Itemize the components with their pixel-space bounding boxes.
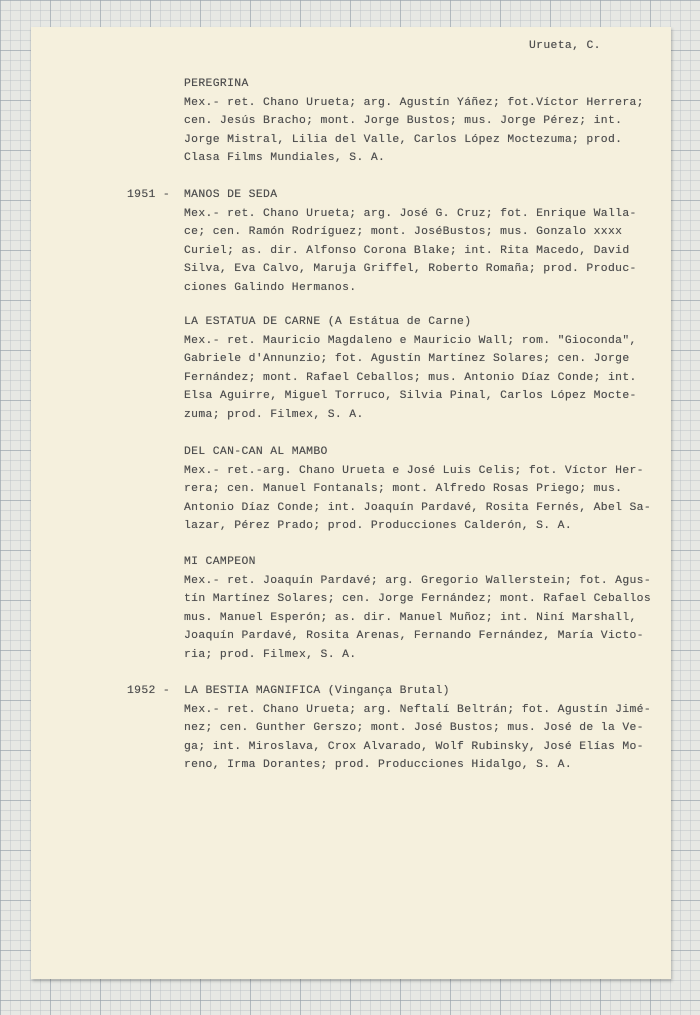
credit-line: cen. Jesús Bracho; mont. Jorge Bustos; mus. Jorge Pérez; int. <box>184 115 623 127</box>
credit-line: Clasa Films Mundiales, S. A. <box>184 152 386 164</box>
credit-line: Mex.- ret. Chano Urueta; arg. Agustín Yáñez; fot.Víctor Herrera; <box>184 96 644 109</box>
film-credits <box>184 205 668 298</box>
credit-line: Mex.- ret. Chano Urueta; arg. Neftalí Beltrán; fot. Agustín Jimé- <box>184 703 652 716</box>
film-entry <box>184 443 668 536</box>
card-header: Urueta, C. <box>529 40 601 52</box>
credit-line: ga; int. Miroslava, Crox Alvarado, Wolf Rubinsky, José Elías Mo- <box>184 740 644 753</box>
film-entry <box>184 313 668 424</box>
film-credits <box>184 462 668 536</box>
credit-line: Antonio Díaz Conde; int. Joaquín Pardavé, Rosita Fernés, Abel Sa- <box>184 501 652 514</box>
credit-line: Fernández; mont. Rafael Ceballos; mus. Antonio Díaz Conde; int. <box>184 371 637 384</box>
credit-line: ciones Galindo Hermanos. <box>184 281 357 294</box>
film-credits <box>184 332 668 425</box>
film-entry <box>127 682 668 775</box>
credit-line: Mex.- ret. Mauricio Magdaleno e Mauricio Wall; rom. "Gioconda", <box>184 334 637 347</box>
film-credits <box>184 572 668 665</box>
film-title: DEL CAN-CAN AL MAMBO <box>184 446 328 458</box>
film-entry <box>184 553 668 664</box>
credit-line: zuma; prod. Filmex, S. A. <box>184 408 364 421</box>
credit-line: Gabriele d'Annunzio; fot. Agustín Martínez Solares; cen. Jorge <box>184 353 630 365</box>
film-title: LA BESTIA MAGNIFICA (Vingança Brutal) <box>184 685 450 697</box>
film-year: 1951 - <box>127 189 171 201</box>
credit-line: rera; cen. Manuel Fontanals; mont. Alfredo Rosas Priego; mus. <box>184 483 623 495</box>
credit-line: Jorge Mistral, Lilia del Valle, Carlos López Moctezuma; prod. <box>184 133 623 146</box>
film-credits <box>184 701 668 775</box>
credit-line: nez; cen. Gunther Gerszo; mont. José Bustos; mus. José de la Ve- <box>184 722 644 734</box>
credit-line: Mex.- ret. Chano Urueta; arg. José G. Cruz; fot. Enrique Walla- <box>184 207 637 220</box>
credit-line: Elsa Aguirre, Miguel Torruco, Silvia Pinal, Carlos López Mocte- <box>184 390 637 402</box>
film-entry <box>184 75 668 168</box>
film-credits <box>184 94 668 168</box>
credit-line: Curiel; as. dir. Alfonso Corona Blake; int. Rita Macedo, David <box>184 244 630 257</box>
film-title: MI CAMPEON <box>184 556 256 568</box>
credit-line: lazar, Pérez Prado; prod. Producciones Calderón, S. A. <box>184 520 573 532</box>
film-entry <box>127 186 668 297</box>
credit-line: ria; prod. Filmex, S. A. <box>184 648 357 661</box>
credit-line: Mex.- ret. Joaquín Pardavé; arg. Gregorio Wallerstein; fot. Agus- <box>184 574 652 587</box>
credit-line: mus. Manuel Esperón; as. dir. Manuel Muñoz; int. Niní Marshall, <box>184 611 637 624</box>
film-year: 1952 - <box>127 685 171 697</box>
film-title: LA ESTATUA DE CARNE (A Estátua de Carne) <box>184 316 472 328</box>
credit-line: reno, Irma Dorantes; prod. Producciones Hidalgo, S. A. <box>184 759 573 771</box>
index-card <box>31 27 671 979</box>
credit-line: Silva, Eva Calvo, Maruja Griffel, Roberto Romaña; prod. Produc- <box>184 263 637 275</box>
film-title: PEREGRINA <box>184 78 249 90</box>
film-title: MANOS DE SEDA <box>184 189 278 201</box>
credit-line: Mex.- ret.-arg. Chano Urueta e José Luis Celis; fot. Víctor Her- <box>184 464 644 477</box>
credit-line: Joaquín Pardavé, Rosita Arenas, Fernando Fernández, María Victo- <box>184 630 644 642</box>
credit-line: tín Martínez Solares; cen. Jorge Fernández; mont. Rafael Ceballos <box>184 593 652 605</box>
credit-line: ce; cen. Ramón Rodríguez; mont. JoséBustos; mus. Gonzalo xxxx <box>184 226 623 238</box>
